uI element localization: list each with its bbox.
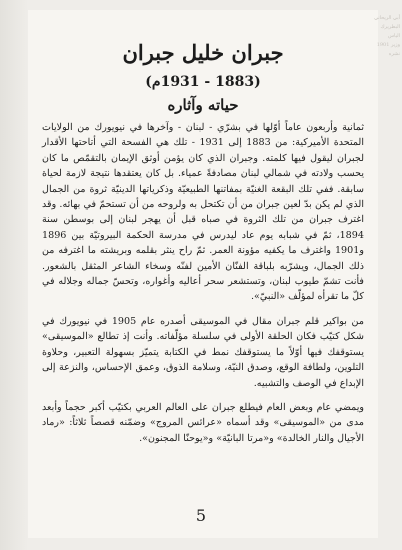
chapter-subtitle: حياته وآثاره [167,96,239,114]
left-margin-shadow [0,0,28,550]
paragraph: ويمضي عام وبعض العام فيطلع جبران على العالم العربي بكتيّب أكبر حجماً وأبعد مدى من «الموسيقى» وقد أسماه «عرائس المروج» وضمّنه قصصاً ثلاثاً: «رماد الأجيال والنار الخالدة» و«مرتا البانيّة» و«يوحنّا المجنون». [42,401,364,444]
margin-note: البطريرك [380,24,400,30]
life-years: (1883 - 1931م) [145,74,261,90]
margin-note: الياس [387,33,400,39]
paragraph: ثمانية وأربعون عاماً أوّلها في بشرّي - لبنان - وآخرها في نيويورك من الولايات المتحدة الأميركية: من 1883 إلى 1931 - تلك هي الفسحة التي أتاحتها الأقدار لجبران ليقول فيها كلمته. وجبران الذي كان يؤمن أوثق الإيمان بالتقمّص ما كان يحسب ولادته في شمالي لبنان مصادفةً عمياء. بل كان يعتقدها نتيجة لازمة لحياة سابقة. ففي تلك البقعة الغنيّة بمفاتنها الطبيعيّة وذكرياتها الدينيّة ثروة من الجمال الذي لم يكن بدّ لعين جبران من أن تكتحل به ولروحه من أن تستحمّ في بهائه. وقد اغترف جبران من تلك الثروة في صباه قبل أن يهجر لبنان إلى بوسطن سنة 1894، ثمّ في شبابه يوم عاد ليدرس في مدرسة الحكمة البيروتيّة بين 1896 و1901 واغترف ما يكفيه مؤونة العمر. ثمّ راح ينثر بقلمه وبريشته ما اغترفه من ذلك الجمال، ويشرّبه بلباقة الفنّان الأمين لفنّه وسخاء الشاعر المثقل بالشعور. فأنت تشمّ طيوب لبنان، وتستشعر سحر أعاليه وأغواره، وتحسّ جماله وجلاله في كلّ ما تقرأه لمؤلّف «النبيّ». [42,122,364,303]
margin-note: نشره [388,51,400,57]
chapter-title: جبران خليل جبران [122,40,284,65]
body-text [42,120,364,455]
margin-note: وزير 1901 [376,42,400,48]
margin-note: أبي الريحاني [374,15,400,21]
paragraph: من بواكير قلم جبران مقال في الموسيقى أصدره عام 1905 في نيويورك في شكل كتيّب فكان الحلقة الأولى في سلسلة مؤلّفاته. وأنت إذ تطالع «الموسيقى» يستوقفك فيها أوّلاً ما يستوقفك نمط في الكتابة يتميّز بسهولة التعبير، وحلاوة التلوين، ولطافة الوقع، وصدق النيّة، وسلامة الذوق، وعمق الإحساس، والنزعة إلى الإبداع في الوصف والتشبيه. [42,315,364,389]
page-number: 5 [195,506,207,525]
